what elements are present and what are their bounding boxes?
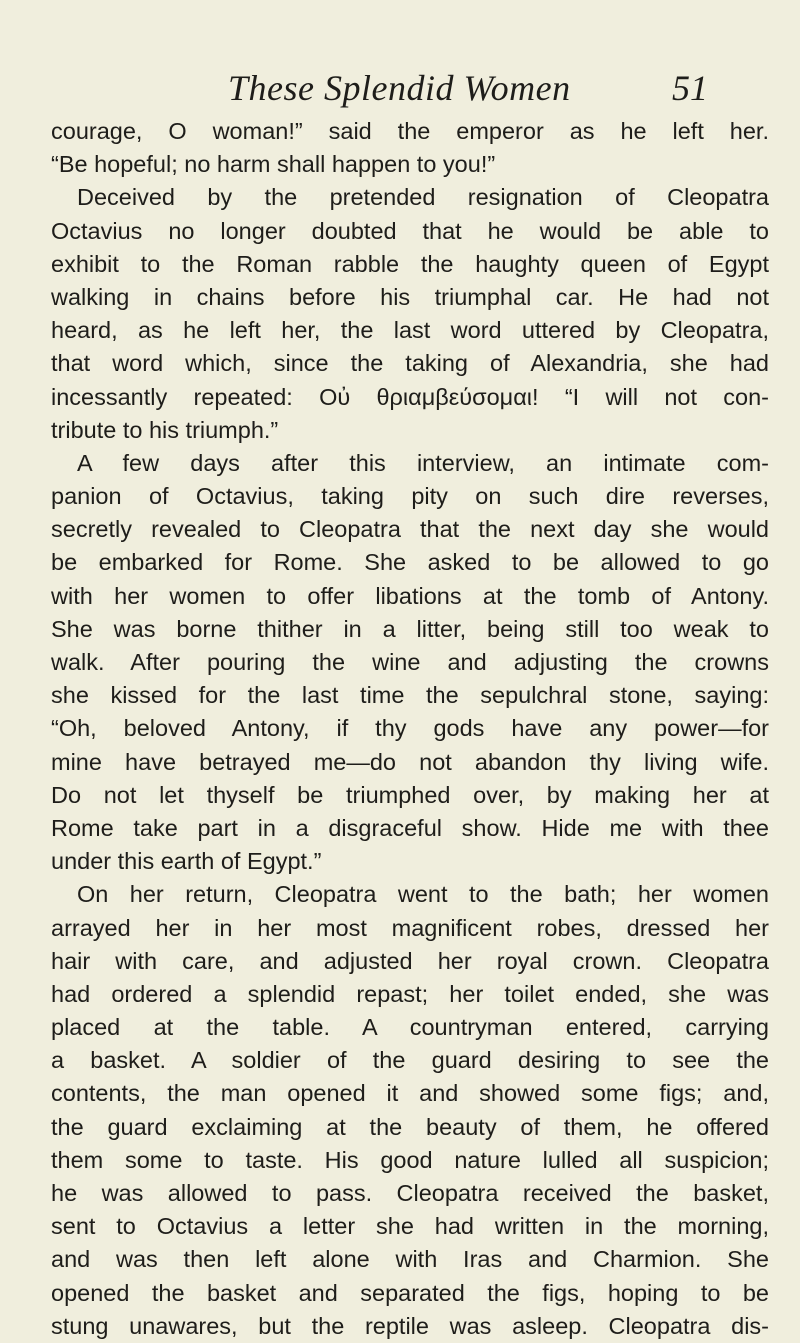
running-title: These Splendid Women [228,68,571,108]
text-line: them some to taste. His good nature lulled all suspicion; [51,1146,769,1173]
text-line: incessantly repeated: Οὐ θριαμβεύσομαι! “I will not con- [51,383,769,410]
text-line: courage, O woman!” said the emperor as he left her. [51,118,769,144]
text-line: A few days after this interview, an intimate com- [77,449,769,476]
text-line: hair with care, and adjusted her royal crown. Cleopatra [51,947,769,974]
text-line: walk. After pouring the wine and adjusting the crowns [51,649,769,675]
text-line: contents, the man opened it and showed some figs; and, [51,1080,769,1107]
text-line: stung unawares, but the reptile was asleep. Cleopatra dis- [51,1312,769,1339]
text-line: Rome take part in a disgraceful show. Hide me with thee [51,814,769,841]
text-line: heard, as he left her, the last word uttered by Cleopatra, [51,317,769,344]
text-line: She was borne thither in a litter, being still too weak to [51,615,769,642]
text-line: tribute to his triumph.” [51,416,279,443]
body-text [51,115,769,1343]
text-line: with her women to offer libations at the tomb of Antony. [51,582,769,609]
text-line: be embarked for Rome. She asked to be allowed to go [51,549,769,576]
text-line: arrayed her in her most magnificent robes, dressed her [51,914,769,941]
text-line: opened the basket and separated the figs, hoping to be [51,1279,769,1306]
text-line: “Oh, beloved Antony, if thy gods have any power—for [51,715,769,742]
text-line: placed at the table. A countryman entered, carrying [51,1014,769,1041]
text-line: secretly revealed to Cleopatra that the next day she would [51,516,769,543]
text-line: the guard exclaiming at the beauty of them, he offered [51,1113,769,1140]
running-head [228,66,708,110]
text-line: panion of Octavius, taking pity on such dire reverses, [51,483,769,510]
text-line: she kissed for the last time the sepulchral stone, saying: [51,682,769,709]
text-line: under this earth of Egypt.” [51,848,322,875]
text-line: mine have betrayed me—do not abandon thy living wife. [51,748,769,775]
text-line: that word which, since the taking of Alexandria, she had [51,350,769,377]
text-line: and was then left alone with Iras and Charmion. She [51,1246,769,1273]
text-line: a basket. A soldier of the guard desiring to see the [51,1047,769,1074]
text-line: had ordered a splendid repast; her toilet ended, she was [51,980,769,1007]
text-line: walking in chains before his triumphal car. He had not [51,283,769,310]
text-line: Do not let thyself be triumphed over, by making her at [51,781,769,808]
text-line: “Be hopeful; no harm shall happen to you!” [51,151,496,178]
text-line: Deceived by the pretended resignation of Cleopatra [77,184,769,211]
text-line: he was allowed to pass. Cleopatra received the basket, [51,1180,769,1206]
text-line: sent to Octavius a letter she had written in the morning, [51,1213,769,1240]
text-line: On her return, Cleopatra went to the bath; her women [77,881,769,908]
text-line: Octavius no longer doubted that he would be able to [51,217,769,244]
page-number: 51 [672,68,708,108]
text-line: exhibit to the Roman rabble the haughty queen of Egypt [51,250,769,277]
